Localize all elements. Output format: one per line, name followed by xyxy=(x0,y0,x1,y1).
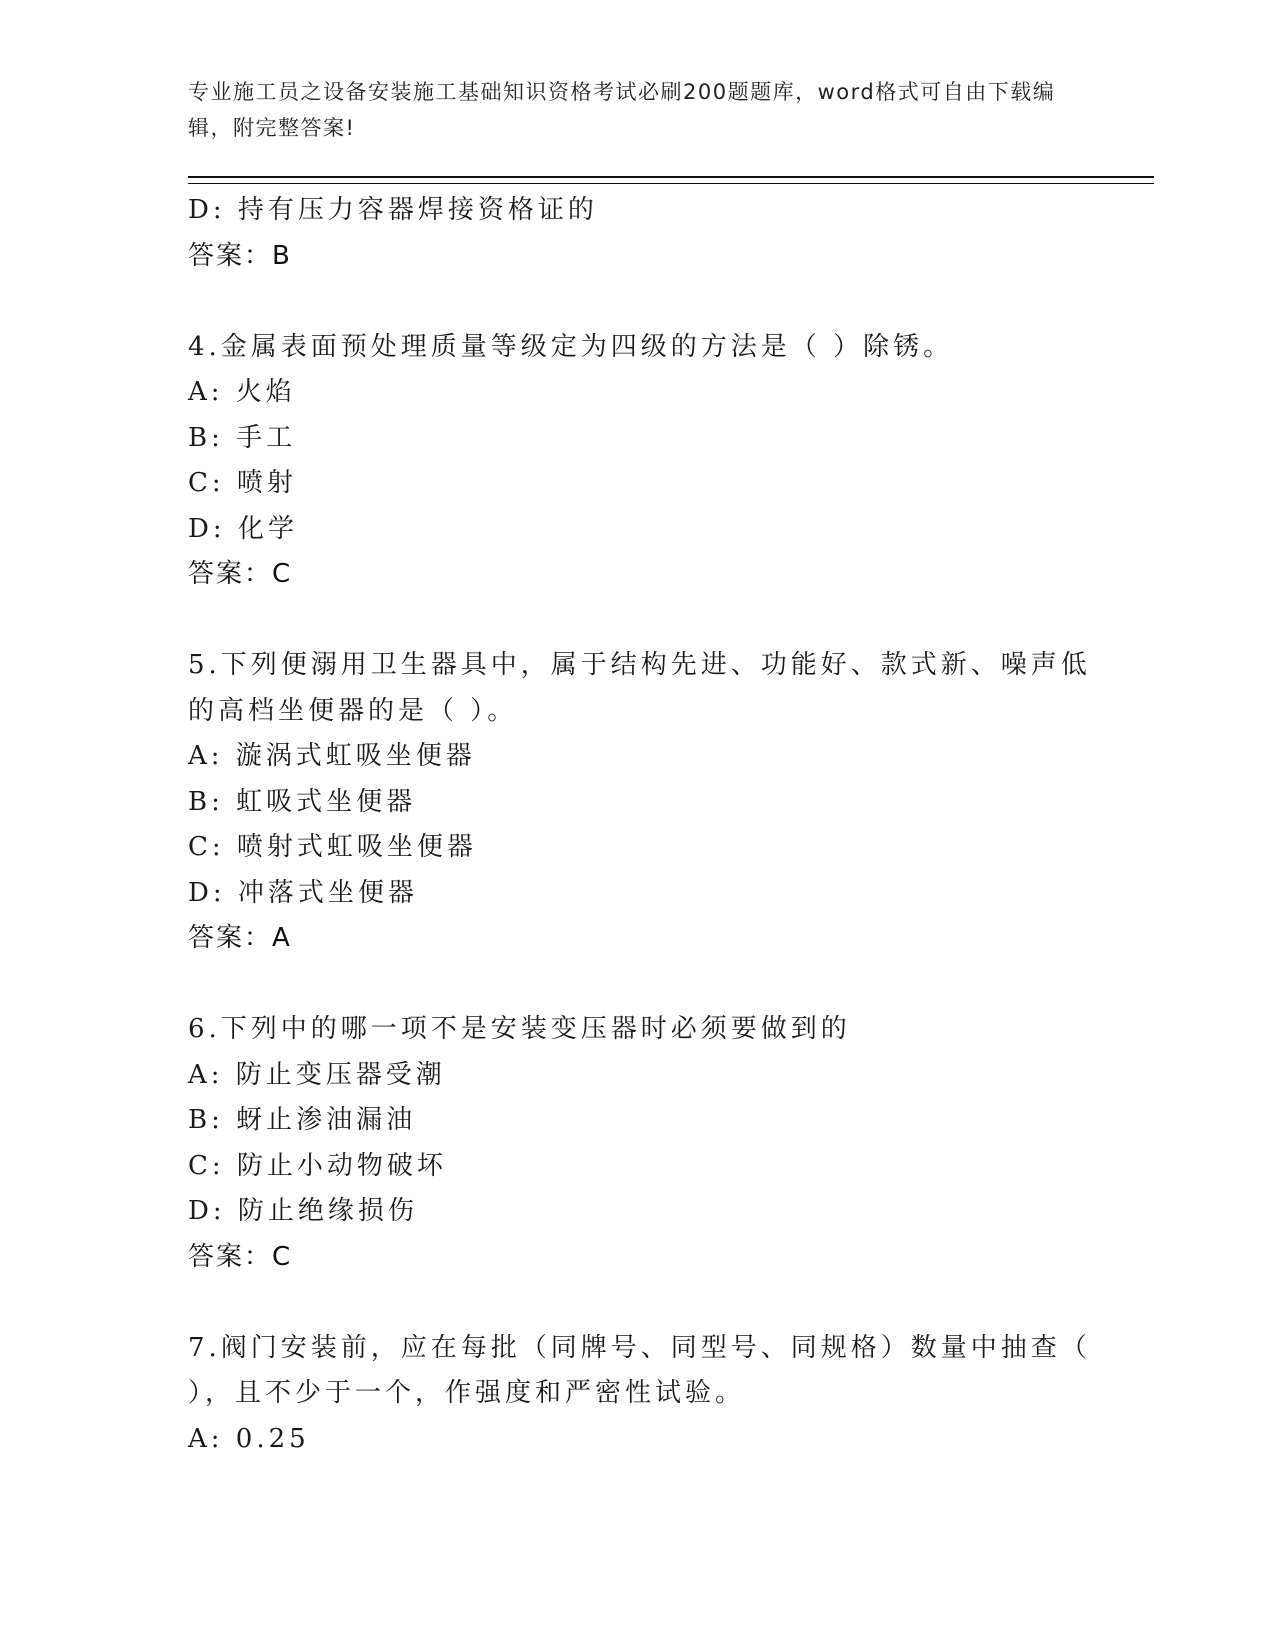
option-d: D: 持有压力容器焊接资格证的 xyxy=(188,195,598,225)
question-stem-line-1: 7.阀门安装前，应在每批（同牌号、同型号、同规格）数量中抽查（ xyxy=(188,1332,1091,1363)
option-d: D: 防止绝缘损伤 xyxy=(188,1196,418,1226)
answer-line: 答案：C xyxy=(188,1241,293,1272)
question-5 xyxy=(188,643,1091,962)
question-stem: 4.金属表面预处理质量等级定为四级的方法是（ ）除锈。 xyxy=(188,331,954,362)
option-c: C: 喷射 xyxy=(188,468,297,498)
answer-line: 答案：C xyxy=(188,559,293,589)
header-divider-thick xyxy=(188,176,1154,178)
option-a: A: 防止变压器受潮 xyxy=(188,1059,446,1090)
option-b: B: 虹吸式坐便器 xyxy=(188,786,417,817)
question-6 xyxy=(188,1007,1088,1280)
option-d: D: 冲落式坐便器 xyxy=(188,877,418,908)
question-4 xyxy=(188,325,1088,598)
answer-line: 答案：B xyxy=(188,240,292,271)
option-a: A: 漩涡式虹吸坐便器 xyxy=(188,741,476,771)
question-stem-line-2: ），且不少于一个，作强度和严密性试验。 xyxy=(188,1378,746,1408)
option-c: C: 喷射式虹吸坐便器 xyxy=(188,832,477,862)
option-c: C: 防止小动物破坏 xyxy=(188,1150,447,1181)
option-b: B: 手工 xyxy=(188,422,297,453)
document-header-title: 专业施工员之设备安装施工基础知识资格考试必刷200题题库，word格式可自由下载编辑，附完整答案! xyxy=(188,80,1056,140)
question-stem-line-1: 5.下列便溺用卫生器具中，属于结构先进、功能好、款式新、噪声低 xyxy=(188,650,1091,680)
option-d: D: 化学 xyxy=(188,513,298,544)
answer-line: 答案：A xyxy=(188,923,292,953)
option-a: A: 0.25 xyxy=(188,1423,310,1454)
question-7 xyxy=(188,1326,1091,1463)
option-a: A: 火焰 xyxy=(188,377,296,407)
question-stem: 6.下列中的哪一项不是安装变压器时必须要做到的 xyxy=(188,1014,851,1044)
question-stem-line-2: 的高档坐便器的是（ ）。 xyxy=(188,695,518,726)
header-divider-thin xyxy=(188,183,1154,184)
option-b: B: 蚜止渗油漏油 xyxy=(188,1105,417,1135)
question-list xyxy=(188,188,1091,1462)
